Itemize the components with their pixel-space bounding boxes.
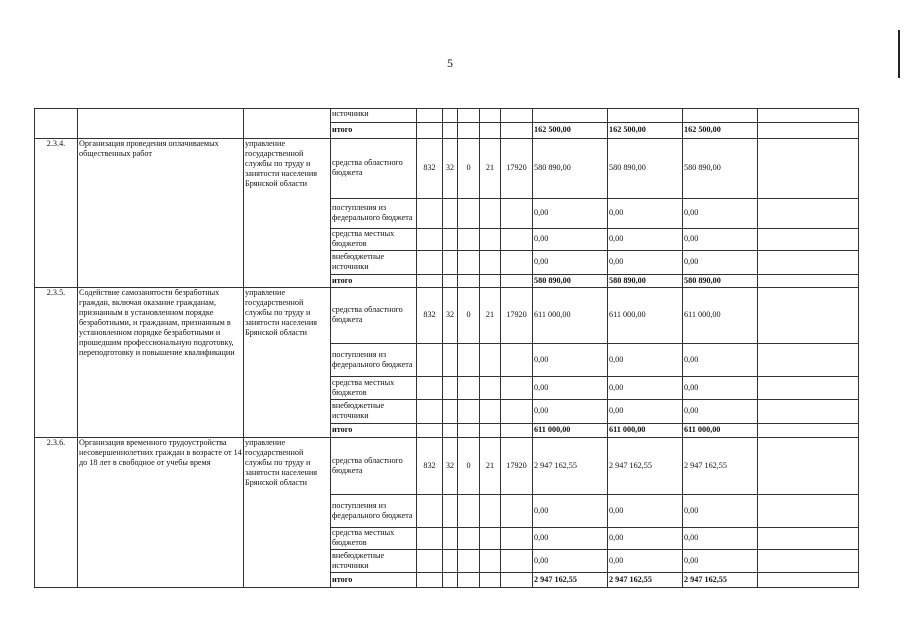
executor — [245, 287, 329, 437]
federal-value — [684, 198, 756, 228]
extra-value-text: 0,00 — [534, 555, 549, 565]
federal-label — [332, 343, 415, 376]
local-value-text: 0,00 — [684, 234, 699, 243]
extra-value — [609, 549, 681, 572]
federal-value — [609, 343, 681, 376]
local-value-text: 0,00 — [534, 382, 549, 392]
local-value-text: 0,00 — [609, 234, 624, 243]
budget-code-text: 0 — [466, 310, 471, 319]
total-value — [684, 423, 756, 437]
federal-label — [332, 198, 415, 228]
local-label-text: средства местных бюджетов — [332, 229, 395, 248]
total-value-text: 580 890,00 — [534, 275, 571, 285]
local-label — [332, 228, 415, 250]
budget-code — [418, 138, 441, 198]
local-label-text: средства местных бюджетов — [332, 528, 395, 547]
executor-text: управление государственной службы по труду и занятости населения Брянской области — [245, 288, 318, 337]
total-value-text: 611 000,00 — [534, 425, 571, 434]
federal-value — [609, 198, 681, 228]
local-value — [684, 527, 756, 549]
extra-label-text: внебюджетные источники — [332, 550, 385, 570]
table-col-line — [607, 108, 608, 588]
total-label-text: итого — [332, 425, 353, 434]
local-value — [609, 228, 681, 250]
local-value — [534, 228, 606, 250]
extra-label-text: внебюджетные источники — [332, 252, 385, 271]
budget-value — [609, 437, 681, 494]
row-number — [36, 437, 76, 587]
total-value-text: 2 947 162,55 — [609, 574, 652, 584]
federal-label-text: поступления из федерального бюджета — [332, 500, 413, 520]
total-value-text: 580 890,00 — [684, 275, 721, 285]
budget-code-text: 32 — [445, 163, 455, 172]
table-row-line — [34, 108, 859, 109]
local-value-text: 0,00 — [684, 382, 699, 392]
total-label — [332, 122, 415, 138]
federal-value — [609, 494, 681, 527]
federal-value-text: 0,00 — [609, 505, 624, 515]
extra-value — [684, 399, 756, 423]
budget-code-text: 21 — [485, 163, 495, 172]
total-value-text: 611 000,00 — [609, 425, 646, 434]
budget-code-text: 832 — [423, 310, 436, 319]
budget-value — [534, 437, 606, 494]
local-value-text: 0,00 — [684, 533, 699, 542]
federal-value-text: 0,00 — [609, 208, 624, 217]
budget-code — [502, 138, 531, 198]
budget-code — [418, 437, 441, 494]
total-value-text: 162 500,00 — [534, 125, 571, 134]
extra-value — [609, 399, 681, 423]
federal-value — [684, 343, 756, 376]
activity-title — [79, 437, 242, 587]
budget-code-text: 17920 — [506, 310, 527, 319]
extra-value — [684, 549, 756, 572]
federal-value-text: 0,00 — [609, 354, 624, 364]
executor — [245, 437, 329, 587]
table-col-line — [330, 108, 331, 588]
local-value-text: 0,00 — [534, 533, 549, 542]
table-col-line — [757, 108, 758, 588]
table-col-line — [34, 108, 35, 588]
page-number: 5 — [447, 56, 453, 70]
budget-code — [481, 138, 499, 198]
extra-value-text: 0,00 — [684, 555, 699, 565]
total-value — [534, 122, 606, 138]
extra-value — [534, 250, 606, 274]
federal-value — [534, 494, 606, 527]
budget-code — [418, 287, 441, 343]
budget-code-text: 832 — [423, 163, 436, 172]
local-value — [534, 527, 606, 549]
extra-label-text: внебюджетные источники — [332, 401, 385, 420]
table-col-line — [532, 108, 533, 588]
federal-value-text: 0,00 — [534, 208, 549, 217]
budget-label — [332, 138, 415, 198]
extra-value-text: 0,00 — [609, 406, 624, 415]
extra-value-text: 0,00 — [684, 257, 699, 266]
budget-value — [609, 138, 681, 198]
budget-code — [502, 287, 531, 343]
source-label — [332, 108, 415, 122]
budget-value-text: 611 000,00 — [609, 310, 646, 319]
budget-code — [459, 138, 478, 198]
budget-code — [444, 138, 456, 198]
budget-code — [444, 437, 456, 494]
source-label-text: источники — [332, 109, 369, 118]
budget-label — [332, 437, 415, 494]
federal-value-text: 0,00 — [684, 505, 699, 515]
row-number — [36, 287, 76, 437]
total-value — [534, 423, 606, 437]
executor — [245, 138, 329, 287]
budget-value — [684, 138, 756, 198]
budget-value-text: 611 000,00 — [684, 310, 721, 319]
row-number-text: 2.3.6. — [46, 438, 66, 447]
budget-label — [332, 287, 415, 343]
row-number-text: 2.3.5. — [46, 288, 66, 297]
budget-value-text: 2 947 162,55 — [609, 460, 652, 470]
local-value — [609, 376, 681, 399]
budget-value — [534, 138, 606, 198]
budget-value-text: 580 890,00 — [684, 163, 721, 172]
total-value — [534, 274, 606, 287]
extra-value-text: 0,00 — [609, 257, 624, 266]
table-col-line — [442, 108, 443, 588]
extra-value-text: 0,00 — [534, 257, 549, 266]
budget-code — [481, 437, 499, 494]
budget-label-text: средства областного бюджета — [332, 455, 403, 475]
extra-value — [534, 549, 606, 572]
total-value-text: 2 947 162,55 — [684, 574, 727, 584]
total-value — [609, 274, 681, 287]
total-value — [534, 572, 606, 587]
extra-value — [684, 250, 756, 274]
budget-code-text: 32 — [445, 310, 455, 319]
federal-label-text: поступления из федерального бюджета — [332, 349, 413, 369]
total-value-text: 611 000,00 — [684, 425, 721, 434]
federal-value — [684, 494, 756, 527]
total-value — [609, 122, 681, 138]
local-value — [609, 527, 681, 549]
budget-code-text: 832 — [423, 460, 436, 470]
table-col-line — [77, 108, 78, 588]
budget-value-text: 2 947 162,55 — [534, 460, 577, 470]
budget-code-text: 32 — [445, 460, 455, 470]
extra-value-text: 0,00 — [534, 406, 549, 415]
total-value — [609, 572, 681, 587]
budget-value-text: 580 890,00 — [609, 163, 646, 172]
total-value — [684, 122, 756, 138]
local-value-text: 0,00 — [534, 234, 549, 243]
budget-code-text: 0 — [466, 163, 471, 172]
extra-label — [332, 399, 415, 423]
budget-value — [684, 437, 756, 494]
budget-label-text: средства областного бюджета — [332, 158, 403, 177]
total-label-text: итого — [332, 275, 353, 285]
budget-code-text: 17920 — [506, 460, 527, 470]
total-value-text: 162 500,00 — [609, 125, 646, 134]
executor-text: управление государственной службы по труду и занятости населения Брянской области — [245, 139, 318, 188]
federal-label-text: поступления из федерального бюджета — [332, 203, 413, 222]
budget-value-text: 2 947 162,55 — [684, 460, 727, 470]
total-label — [332, 572, 415, 587]
federal-value-text: 0,00 — [684, 354, 699, 364]
activity-title-text: Содействие самозанятости безработных граждан, включая оказание гражданам, признанным в установленном порядке безработными, и гражданам, признанным в установленном порядке безработными и прошедшим профессиональную подготовку, переподготовку и повышение квалификации — [79, 288, 235, 357]
total-value — [684, 274, 756, 287]
total-value — [609, 423, 681, 437]
budget-code — [459, 287, 478, 343]
table-col-line — [858, 108, 859, 588]
federal-value-text: 0,00 — [684, 208, 699, 217]
budget-value — [609, 287, 681, 343]
federal-label — [332, 494, 415, 527]
activity-title-text: Организация временного трудоустройства несовершеннолетних граждан в возрасте от 14 до 18 лет в свободное от учебы время — [79, 438, 242, 467]
activity-title-text: Организация проведения оплачиваемых общественных работ — [79, 139, 219, 158]
local-label — [332, 527, 415, 549]
row-number — [36, 138, 76, 287]
extra-value-text: 0,00 — [684, 406, 699, 415]
total-label — [332, 423, 415, 437]
executor-text: управление государственной службы по труду и занятости населения Брянской области — [245, 438, 318, 487]
table-col-line — [682, 108, 683, 588]
federal-value — [534, 343, 606, 376]
local-label-text: средства местных бюджетов — [332, 377, 395, 397]
activity-title — [79, 138, 242, 287]
extra-value-text: 0,00 — [609, 555, 624, 565]
local-value — [684, 228, 756, 250]
budget-value-text: 580 890,00 — [534, 163, 571, 172]
table-col-line — [500, 108, 501, 588]
budget-code — [459, 437, 478, 494]
local-value — [534, 376, 606, 399]
local-value-text: 0,00 — [609, 533, 624, 542]
table-col-line — [479, 108, 480, 588]
budget-code-text: 21 — [485, 310, 495, 319]
budget-label-text: средства областного бюджета — [332, 305, 403, 324]
federal-value-text: 0,00 — [534, 505, 549, 515]
total-label — [332, 274, 415, 287]
local-value — [684, 376, 756, 399]
extra-label — [332, 250, 415, 274]
total-value-text: 580 890,00 — [609, 275, 646, 285]
local-value-text: 0,00 — [609, 382, 624, 392]
budget-code — [502, 437, 531, 494]
budget-code-text: 0 — [466, 460, 471, 470]
total-value — [684, 572, 756, 587]
budget-code — [444, 287, 456, 343]
table-col-line — [243, 108, 244, 588]
extra-label — [332, 549, 415, 572]
extra-value — [609, 250, 681, 274]
budget-code — [481, 287, 499, 343]
local-label — [332, 376, 415, 399]
table-row-line — [34, 587, 859, 588]
extra-value — [534, 399, 606, 423]
budget-code-text: 21 — [485, 460, 495, 470]
budget-value — [684, 287, 756, 343]
budget-value — [534, 287, 606, 343]
table-col-line — [416, 108, 417, 588]
federal-value-text: 0,00 — [534, 354, 549, 364]
table-col-line — [457, 108, 458, 588]
total-label-text: итого — [332, 574, 353, 584]
total-label-text: итого — [332, 125, 353, 134]
activity-title — [79, 287, 242, 437]
budget-value-text: 611 000,00 — [534, 310, 571, 319]
total-value-text: 162 500,00 — [684, 125, 721, 134]
row-number-text: 2.3.4. — [46, 139, 66, 148]
budget-code-text: 17920 — [506, 163, 527, 172]
total-value-text: 2 947 162,55 — [534, 574, 577, 584]
federal-value — [534, 198, 606, 228]
